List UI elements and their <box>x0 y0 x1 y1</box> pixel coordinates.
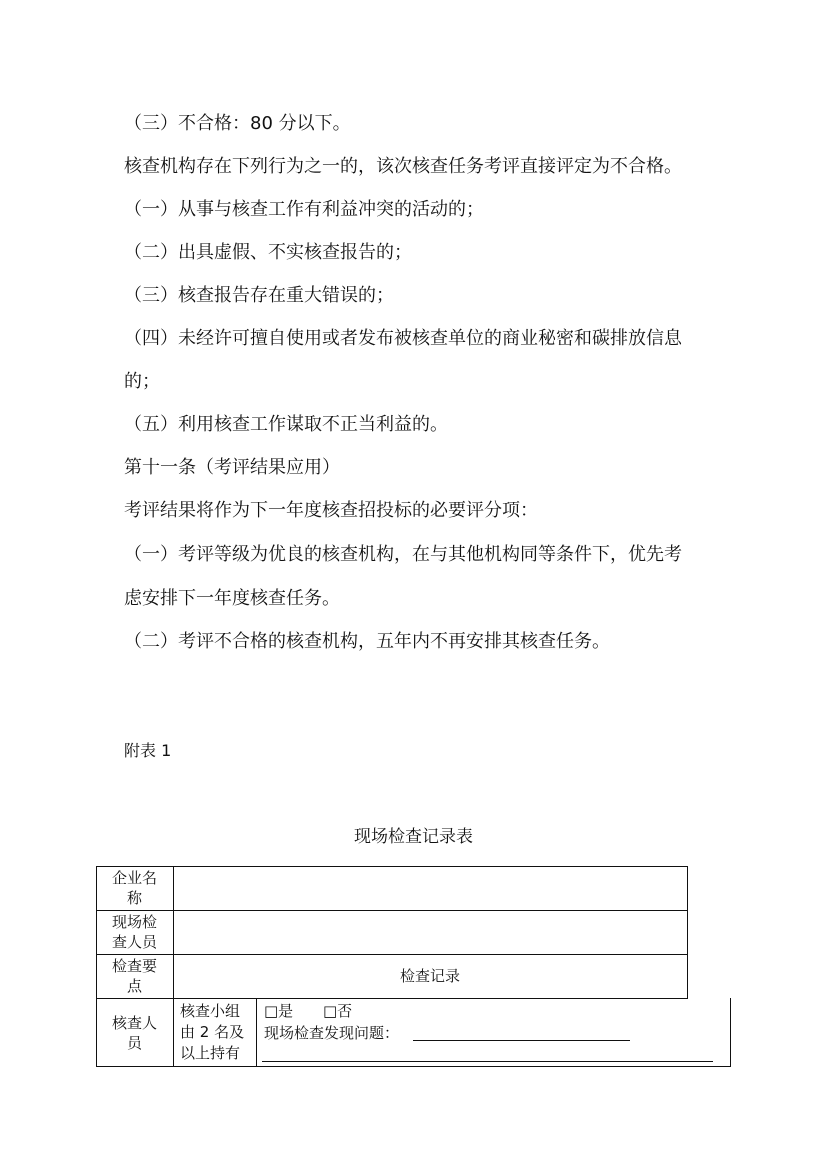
body-line: 的； <box>124 371 160 392</box>
body-line: （四）未经许可擅自使用或者发布被核查单位的商业秘密和碳排放信息 <box>124 328 682 349</box>
issues-input-line-2[interactable] <box>262 1061 713 1062</box>
check-record-header: 检查记录 <box>399 967 460 985</box>
issues-label: 现场检查发现问题： <box>264 1024 400 1042</box>
verifier-label: 核查人 员 <box>111 1014 157 1052</box>
body-line: （五）利用核查工作谋取不正当利益的。 <box>124 414 448 435</box>
article-heading: 第十一条（考评结果应用） <box>124 457 340 478</box>
body-line: （三）核查报告存在重大错误的； <box>124 285 394 306</box>
verifier-requirement: 核查小组 由 2 名及 以上持有 <box>180 1002 245 1062</box>
inspector-label: 现场检 查人员 <box>111 913 157 951</box>
form-title: 现场检查记录表 <box>354 827 473 847</box>
body-line: （一）考评等级为优良的核查机构，在与其他机构同等条件下，优先考 <box>124 544 682 565</box>
issues-input-line[interactable] <box>413 1040 630 1041</box>
company-name-label: 企业名 称 <box>111 869 157 907</box>
body-line: （一）从事与核查工作有利益冲突的活动的； <box>124 199 484 220</box>
option-no[interactable]: □否 <box>323 1002 353 1020</box>
body-line: 考评结果将作为下一年度核查招投标的必要评分项： <box>124 500 538 521</box>
body-line: （三）不合格：80 分以下。 <box>124 113 351 134</box>
option-yes[interactable]: □是 <box>264 1002 294 1020</box>
body-line: （二）考评不合格的核查机构，五年内不再安排其核查任务。 <box>124 631 610 652</box>
check-points-label: 检查要 点 <box>111 957 157 995</box>
body-line: 虑安排下一年度核查任务。 <box>124 588 340 609</box>
appendix-label: 附表 1 <box>124 741 172 760</box>
body-line: 核查机构存在下列行为之一的，该次核查任务考评直接评定为不合格。 <box>124 156 682 177</box>
body-line: （二）出具虚假、不实核查报告的； <box>124 242 412 263</box>
